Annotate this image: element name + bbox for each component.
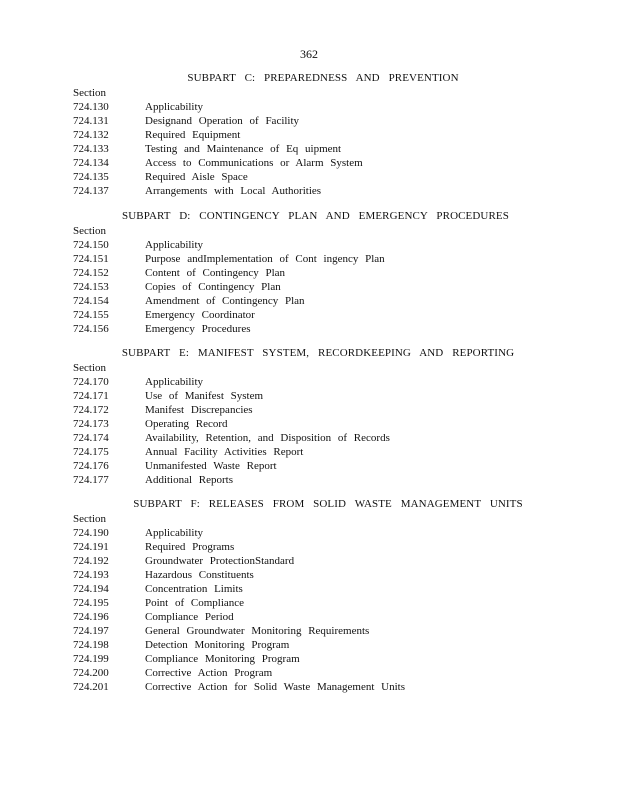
section-row bbox=[73, 445, 553, 459]
section-row bbox=[73, 156, 553, 170]
section-label: Section bbox=[73, 225, 106, 237]
subpart-d-block bbox=[73, 209, 553, 336]
section-number: 724.155 bbox=[73, 309, 109, 321]
subpart-heading: SUBPART C: PREPAREDNESS AND PREVENTION bbox=[187, 72, 459, 84]
section-row bbox=[73, 266, 553, 280]
section-title: Applicability bbox=[145, 527, 204, 539]
section-number: 724.170 bbox=[73, 376, 109, 388]
section-number: 724.190 bbox=[73, 527, 109, 539]
section-number: 724.156 bbox=[73, 323, 109, 335]
section-number: 724.132 bbox=[73, 129, 109, 141]
section-row bbox=[73, 389, 553, 403]
section-number: 724.173 bbox=[73, 418, 109, 430]
section-row bbox=[73, 666, 553, 680]
section-row bbox=[73, 128, 553, 142]
section-title: Unmanifested Waste Report bbox=[145, 460, 277, 472]
section-row bbox=[73, 375, 553, 389]
section-row bbox=[73, 568, 553, 582]
section-row bbox=[73, 114, 553, 128]
section-number: 724.137 bbox=[73, 185, 109, 197]
section-row bbox=[73, 170, 553, 184]
subpart-e-block bbox=[73, 346, 553, 487]
section-title: Annual Facility Activities Report bbox=[145, 446, 304, 458]
section-row bbox=[73, 638, 553, 652]
section-number: 724.193 bbox=[73, 569, 109, 581]
section-row bbox=[73, 100, 553, 114]
section-number: 724.191 bbox=[73, 541, 109, 553]
section-number: 724.195 bbox=[73, 597, 109, 609]
section-title: Groundwater ProtectionStandard bbox=[145, 555, 295, 567]
subpart-heading: SUBPART E: MANIFEST SYSTEM, RECORDKEEPING AND REPORTING bbox=[121, 347, 515, 359]
section-number: 724.197 bbox=[73, 625, 109, 637]
section-row bbox=[73, 596, 553, 610]
section-row bbox=[73, 652, 553, 666]
section-title: Manifest Discrepancies bbox=[145, 404, 253, 416]
section-row bbox=[73, 403, 553, 417]
section-title: Required Equipment bbox=[145, 129, 241, 141]
section-title: Purpose andImplementation of Cont ingency Plan bbox=[145, 253, 385, 265]
section-row bbox=[73, 252, 553, 266]
section-title: Corrective Action for Solid Waste Management Units bbox=[145, 681, 405, 693]
section-title: Arrangements with Local Authorities bbox=[145, 185, 322, 197]
section-number: 724.151 bbox=[73, 253, 109, 265]
section-number: 724.177 bbox=[73, 474, 109, 486]
section-label: Section bbox=[73, 513, 106, 525]
section-row bbox=[73, 322, 553, 336]
section-title: Compliance Monitoring Program bbox=[145, 653, 300, 665]
section-label: Section bbox=[73, 362, 106, 374]
section-title: Compliance Period bbox=[145, 611, 234, 623]
section-title: Detection Monitoring Program bbox=[145, 639, 290, 651]
section-row bbox=[73, 526, 553, 540]
section-number: 724.198 bbox=[73, 639, 109, 651]
section-row bbox=[73, 142, 553, 156]
section-title: Amendment of Contingency Plan bbox=[145, 295, 305, 307]
section-title: Access to Communications or Alarm System bbox=[145, 157, 363, 169]
section-row bbox=[73, 417, 553, 431]
section-number: 724.154 bbox=[73, 295, 109, 307]
section-number: 724.174 bbox=[73, 432, 109, 444]
section-title: Applicability bbox=[145, 239, 204, 251]
section-number: 724.153 bbox=[73, 281, 109, 293]
section-number: 724.201 bbox=[73, 681, 109, 693]
section-row bbox=[73, 610, 553, 624]
section-title: Availability, Retention, and Disposition of Records bbox=[145, 432, 390, 444]
section-title: Point of Compliance bbox=[145, 597, 245, 609]
section-number: 724.194 bbox=[73, 583, 109, 595]
section-title: Additional Reports bbox=[145, 474, 234, 486]
section-number: 724.150 bbox=[73, 239, 109, 251]
subpart-f-block bbox=[73, 497, 553, 694]
section-title: Required Programs bbox=[145, 541, 235, 553]
subpart-heading: SUBPART F: RELEASES FROM SOLID WASTE MANAGEMENT UNITS bbox=[133, 498, 523, 510]
section-row bbox=[73, 554, 553, 568]
section-number: 724.171 bbox=[73, 390, 109, 402]
section-row bbox=[73, 680, 553, 694]
section-title: Operating Record bbox=[145, 418, 228, 430]
section-title: Designand Operation of Facility bbox=[145, 115, 300, 127]
section-title: Copies of Contingency Plan bbox=[145, 281, 281, 293]
section-title: Testing and Maintenance of Eq uipment bbox=[145, 143, 342, 155]
section-number: 724.196 bbox=[73, 611, 109, 623]
section-row bbox=[73, 624, 553, 638]
section-row bbox=[73, 280, 553, 294]
section-title: General Groundwater Monitoring Requirements bbox=[145, 625, 370, 637]
section-number: 724.175 bbox=[73, 446, 109, 458]
section-title: Use of Manifest System bbox=[145, 390, 264, 402]
section-title: Emergency Procedures bbox=[145, 323, 251, 335]
section-row bbox=[73, 473, 553, 487]
section-row bbox=[73, 294, 553, 308]
section-number: 724.200 bbox=[73, 667, 109, 679]
subpart-heading: SUBPART D: CONTINGENCY PLAN AND EMERGENCY PROCEDURES bbox=[122, 210, 509, 222]
section-title: Required Aisle Space bbox=[145, 171, 248, 183]
section-title: Concentration Limits bbox=[145, 583, 243, 595]
section-title: Corrective Action Program bbox=[145, 667, 273, 679]
section-number: 724.134 bbox=[73, 157, 109, 169]
section-row bbox=[73, 184, 553, 198]
section-number: 724.176 bbox=[73, 460, 109, 472]
section-number: 724.133 bbox=[73, 143, 109, 155]
section-title: Emergency Coordinator bbox=[145, 309, 255, 321]
page-number: 362 bbox=[300, 47, 318, 61]
section-row bbox=[73, 238, 553, 252]
section-row bbox=[73, 308, 553, 322]
section-title: Applicability bbox=[145, 376, 204, 388]
section-number: 724.199 bbox=[73, 653, 109, 665]
section-number: 724.130 bbox=[73, 101, 109, 113]
section-row bbox=[73, 540, 553, 554]
section-title: Hazardous Constituents bbox=[145, 569, 254, 581]
section-row bbox=[73, 582, 553, 596]
section-title: Content of Contingency Plan bbox=[145, 267, 286, 279]
section-number: 724.152 bbox=[73, 267, 109, 279]
section-number: 724.135 bbox=[73, 171, 109, 183]
section-number: 724.192 bbox=[73, 555, 109, 567]
section-label: Section bbox=[73, 87, 106, 99]
section-number: 724.131 bbox=[73, 115, 109, 127]
subpart-c-block bbox=[73, 71, 553, 198]
section-number: 724.172 bbox=[73, 404, 109, 416]
section-title: Applicability bbox=[145, 101, 204, 113]
section-row bbox=[73, 459, 553, 473]
section-row bbox=[73, 431, 553, 445]
